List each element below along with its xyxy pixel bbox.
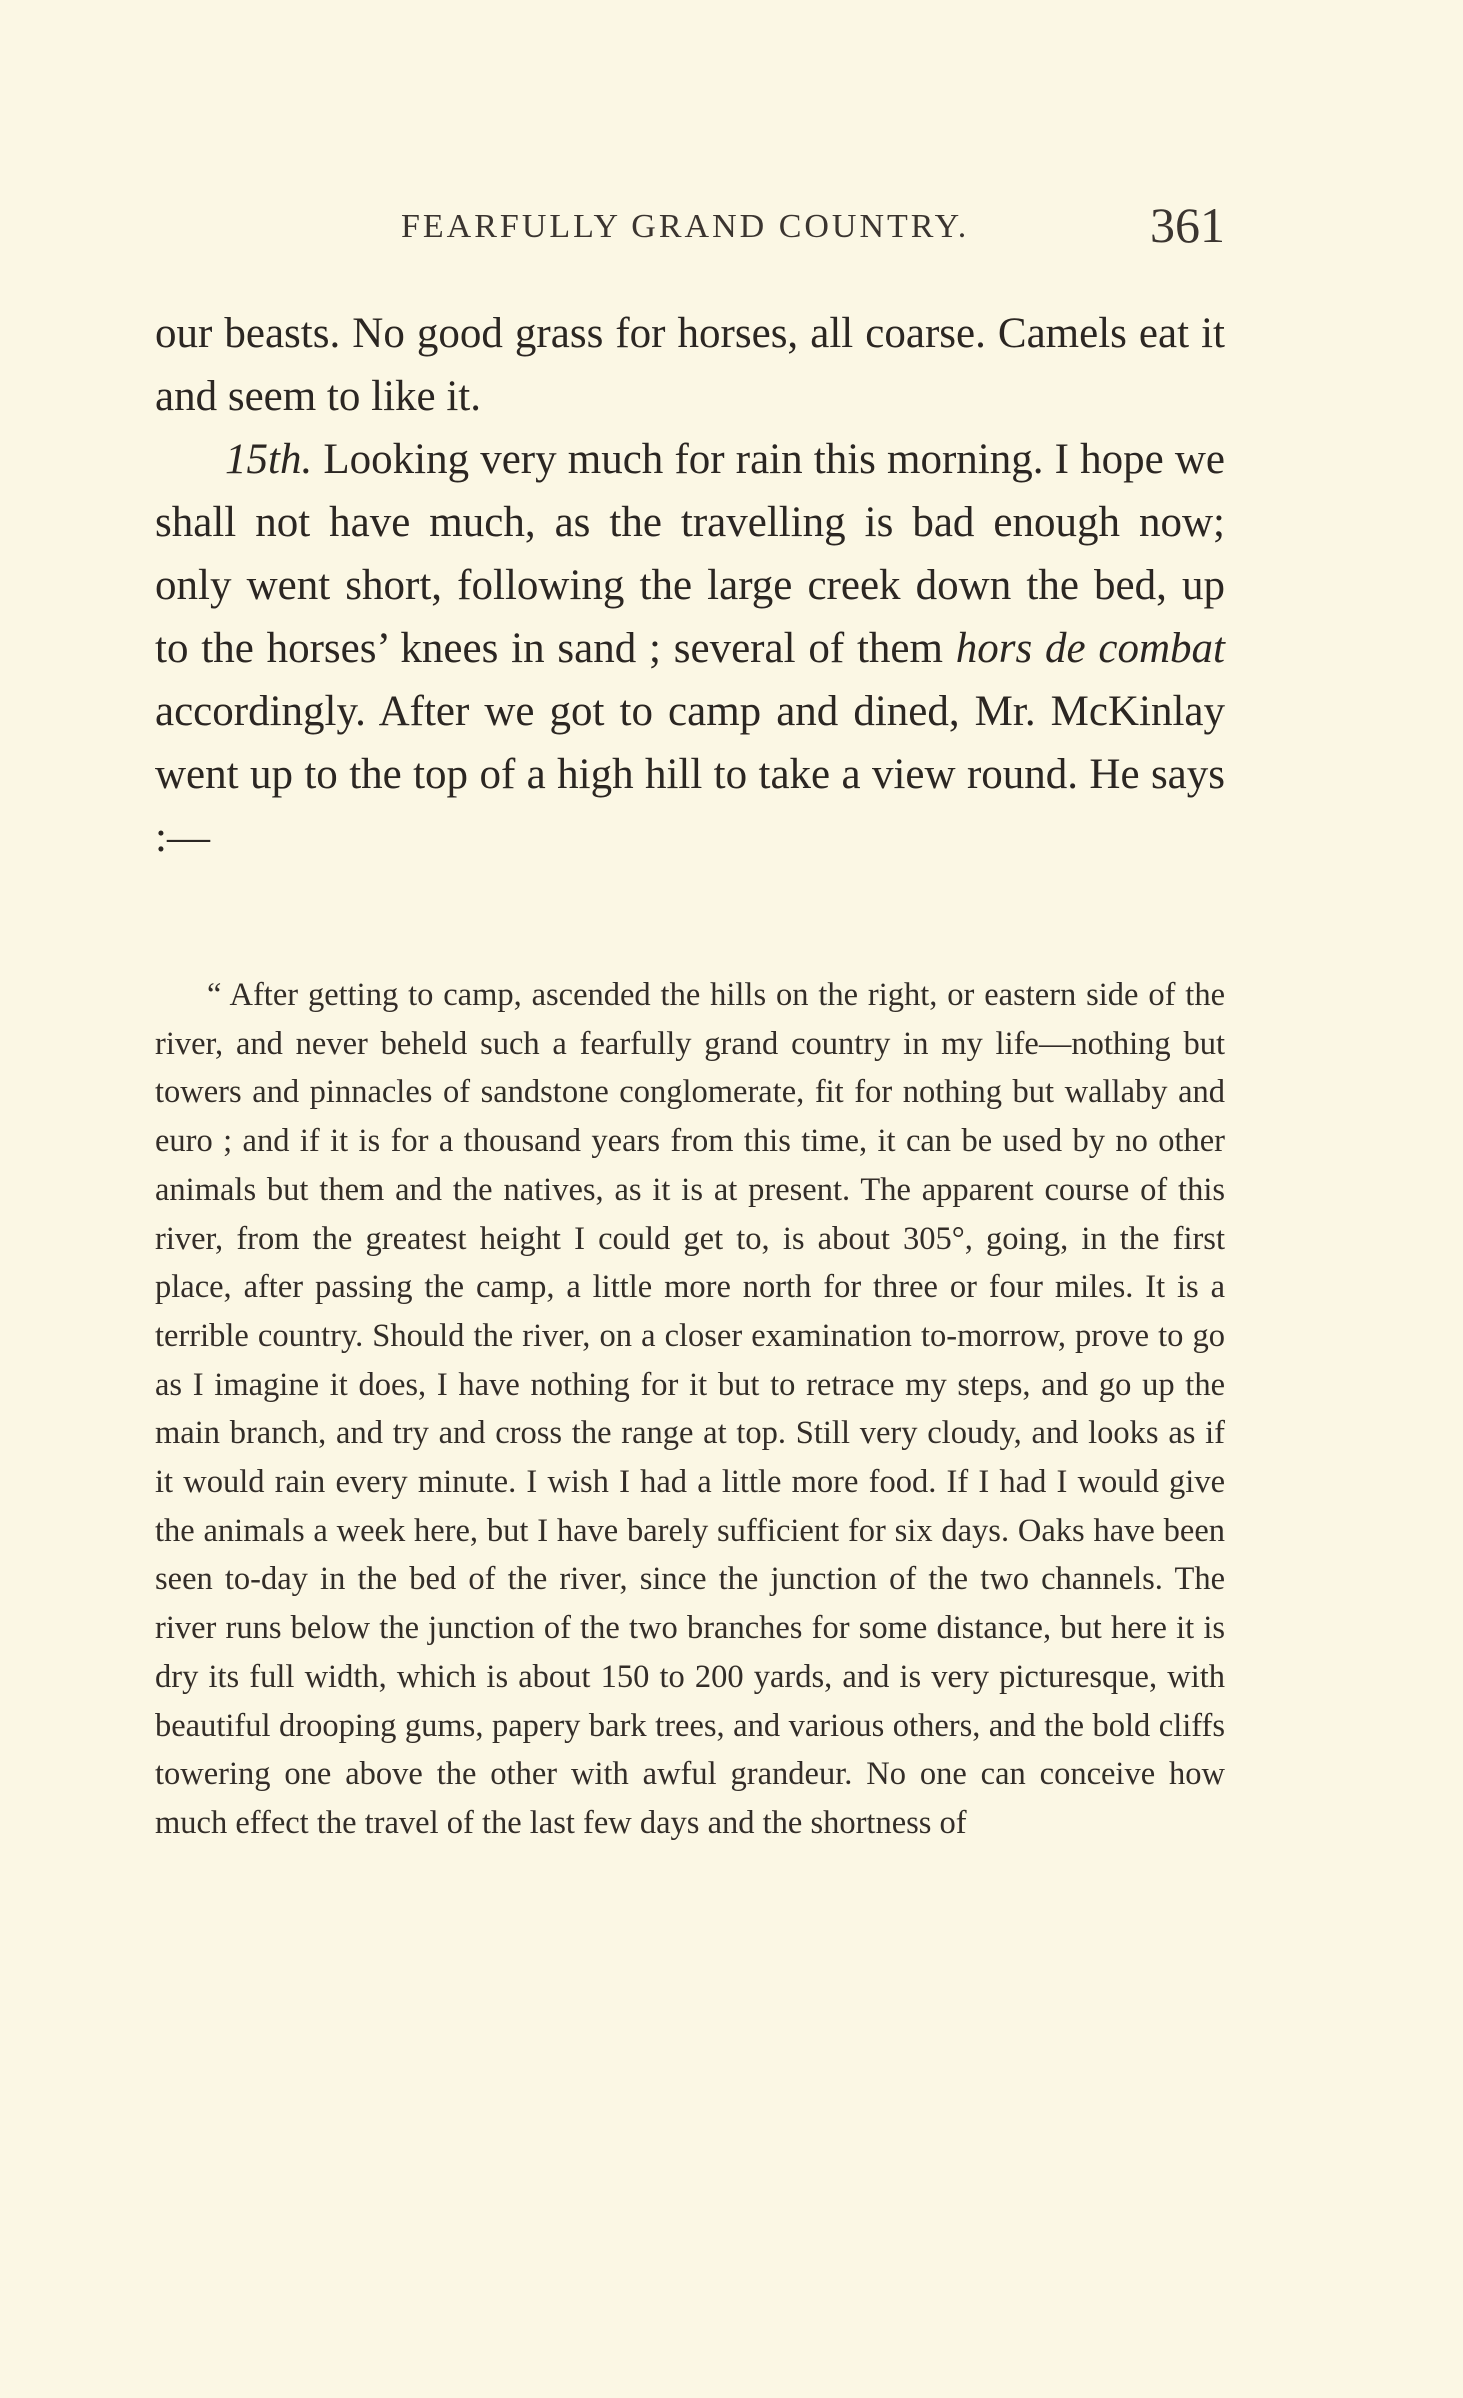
- entry-italic-phrase: hors de combat: [955, 625, 1226, 672]
- running-head: [155, 196, 1225, 256]
- entry-text-part-1: Looking very much for rain this morning. I hope we shall not have much, as the travelling is bad enough now; only went short, following the large creek down the bed, up to the horses’ knees in sand ; several of them: [155, 436, 1225, 672]
- running-title: FEARFULLY GRAND COUNTRY.: [401, 208, 970, 245]
- block-quotation: [155, 971, 1225, 1848]
- main-text: [155, 302, 1225, 869]
- diary-entry-paragraph: [155, 428, 1225, 869]
- entry-text-part-2: accordingly. After we got to camp and dined, Mr. McKinlay went up to the top of a high hill to take a view round. He says :—: [155, 688, 1225, 861]
- quotation-text: “ After getting to camp, ascended the hills on the right, or eastern side of the river, and never beheld such a fearfully grand country in my life—nothing but towers and pinnacles of sandstone conglomerate, fit for nothing but wallaby and euro ; and if it is for a thousand years from this time, it can be used by no other animals but them and the natives, as it is at present. The apparent course of this river, from the greatest height I could get to, is about 305°, going, in the first place, after passing the camp, a little more north for three or four miles. It is a terrible country. Should the river, on a closer examination to-morrow, prove to go as I imagine it does, I have nothing for it but to retrace my steps, and go up the main branch, and try and cross the range at top. Still very cloudy, and looks as if it would rain every minute. I wish I had a little more food. If I had I would give the animals a week here, but I have barely sufficient for six days. Oaks have been seen to-day in the bed of the river, since the junction of the two channels. The river runs below the junction of the two branches for some distance, but here it is dry its full width, which is about 150 to 200 yards, and is very picturesque, with beautiful drooping gums, papery bark trees, and various others, and the bold cliffs towering one above the other with awful grandeur. No one can conceive how much effect the travel of the last few days and the shortness of: [155, 977, 1225, 1841]
- paragraph-continued: our beasts. No good grass for horses, all coarse. Camels eat it and seem to like it.: [155, 310, 1225, 420]
- entry-date: 15th.: [225, 436, 313, 483]
- page-number: 361: [1150, 197, 1225, 253]
